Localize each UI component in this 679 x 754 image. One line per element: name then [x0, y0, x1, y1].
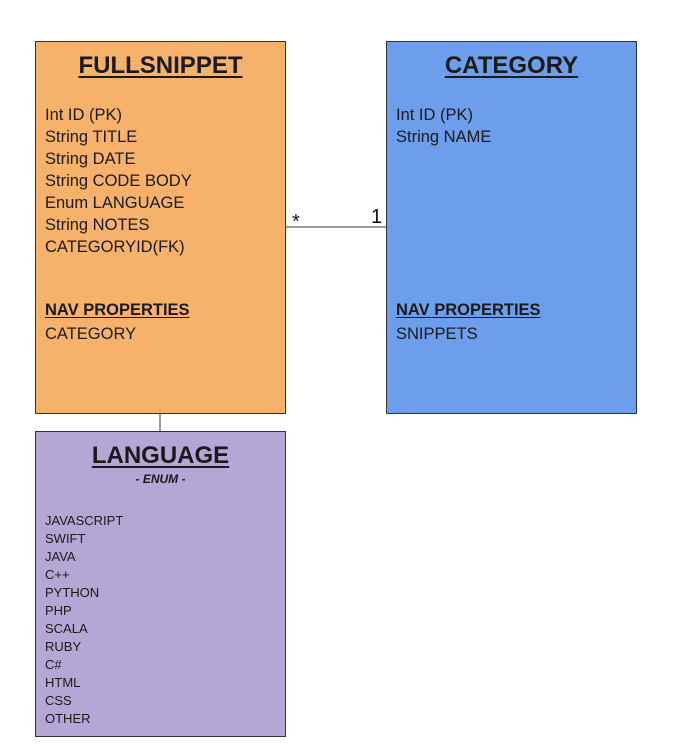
enum-value: CSS: [45, 693, 72, 708]
category-title: CATEGORY: [444, 52, 579, 79]
language-subtitle: - ENUM -: [135, 472, 186, 486]
enum-value: SCALA: [45, 621, 88, 636]
field-item: String NAME: [396, 128, 492, 146]
fullsnippet-nav-heading: NAV PROPERTIES: [45, 301, 190, 319]
field-item: Enum LANGUAGE: [45, 194, 185, 212]
one-multiplicity-label: 1: [371, 206, 383, 228]
nav-item: SNIPPETS: [396, 325, 478, 343]
enum-value: C++: [45, 567, 70, 582]
field-item: CATEGORYID(FK): [45, 238, 185, 256]
category-nav-heading: NAV PROPERTIES: [396, 301, 541, 319]
nav-item: CATEGORY: [45, 325, 137, 343]
field-item: String DATE: [45, 150, 136, 168]
category-entity: [386, 41, 637, 414]
enum-value: JAVA: [45, 549, 76, 564]
language-values: [45, 512, 123, 728]
language-enum: [35, 431, 286, 737]
field-item: String TITLE: [45, 128, 138, 146]
enum-value: PYTHON: [45, 585, 100, 600]
enum-value: PHP: [45, 603, 72, 618]
field-item: String CODE BODY: [45, 172, 192, 190]
fullsnippet-fields: [45, 104, 192, 258]
enum-value: JAVASCRIPT: [45, 513, 124, 528]
enum-value: C#: [45, 657, 62, 672]
fullsnippet-nav-items: [45, 323, 136, 345]
enum-value: SWIFT: [45, 531, 86, 546]
field-item: String NOTES: [45, 216, 150, 234]
fullsnippet-entity: [35, 41, 286, 414]
category-fields: [396, 104, 491, 148]
category-nav-items: [396, 323, 478, 345]
fullsnippet-title: FULLSNIPPET: [78, 52, 243, 79]
field-item: Int ID (PK): [45, 106, 123, 124]
language-title: LANGUAGE: [91, 442, 230, 469]
field-item: Int ID (PK): [396, 106, 474, 124]
enum-value: HTML: [45, 675, 81, 690]
enum-value: RUBY: [45, 639, 82, 654]
enum-value: OTHER: [45, 711, 91, 726]
many-multiplicity-label: *: [292, 211, 300, 233]
